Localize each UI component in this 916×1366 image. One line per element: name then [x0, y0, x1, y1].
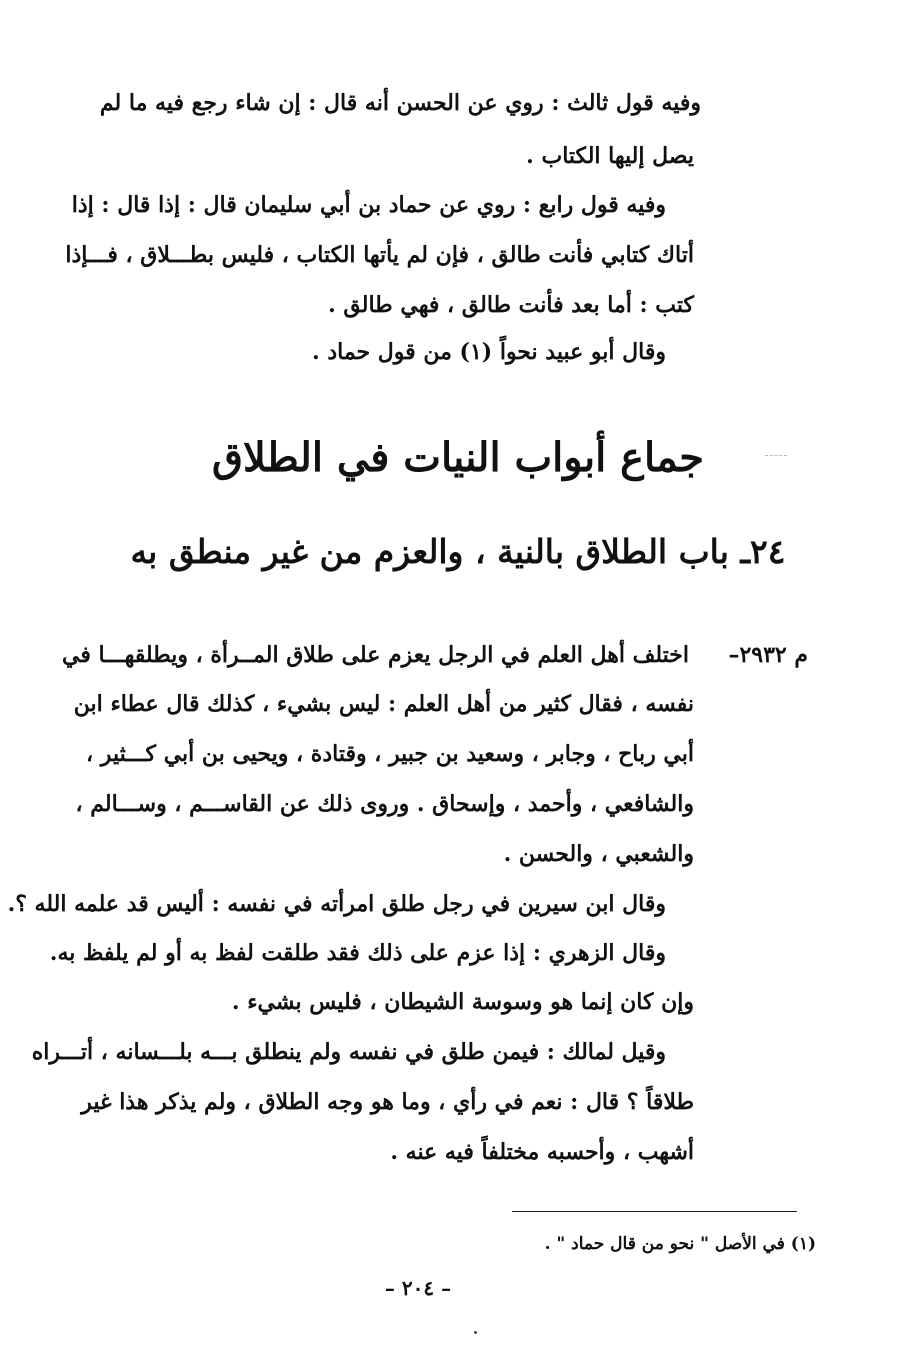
footnote-separator — [512, 1211, 797, 1212]
text-line: والشعبي ، والحسن . — [503, 841, 694, 867]
text-line: وفيه قول ثالث : روي عن الحسن أنه قال : إن شاء رجع فيه ما لم — [99, 90, 701, 116]
text-line: وقال ابن سيرين في رجل طلق امرأته في نفسه : أليس قد علمه الله ؟. — [7, 891, 666, 917]
text-line: أشهب ، وأحسبه مختلفاً فيه عنه . — [390, 1139, 694, 1165]
text-line: طلاقاً ؟ قال : نعم في رأي ، وما هو وجه الطلاق ، ولم يذكر هذا غير — [81, 1089, 694, 1115]
scan-mark — [765, 455, 787, 456]
section-heading: جماع أبواب النيات في الطلاق — [211, 434, 705, 481]
footnote: (١) في الأصل " نحو من قال حماد " . — [544, 1234, 816, 1254]
chapter-heading: ٢٤ـ باب الطلاق بالنية ، والعزم من غير منطق به — [130, 532, 786, 571]
text-line: وفيه قول رابع : روي عن حماد بن أبي سليمان قال : إذا قال : إذا — [71, 192, 666, 218]
scan-speck — [474, 1331, 477, 1334]
text-line: وقال أبو عبيد نحواً (١) من قول حماد . — [312, 339, 666, 365]
text-line: وإن كان إنما هو وسوسة الشيطان ، فليس بشيء . — [231, 989, 694, 1015]
text-line: وقيل لمالك : فيمن طلق في نفسه ولم ينطلق بـــه بلـــسانه ، أتـــراه — [31, 1039, 666, 1065]
text-line: كتب : أما بعد فأنت طالق ، فهي طالق . — [328, 292, 694, 318]
page-number: – ٢٠٤ – — [384, 1276, 452, 1300]
text-line: يصل إليها الكتاب . — [526, 143, 694, 169]
text-line: نفسه ، فقال كثير من أهل العلم : ليس بشيء ، كذلك قال عطاء ابن — [73, 691, 694, 717]
text-line: وقال الزهري : إذا عزم على ذلك فقد طلقت لفظ به أو لم يلفظ به. — [49, 940, 666, 966]
text-line: اختلف أهل العلم في الرجل يعزم على طلاق المــرأة ، ويطلقهـــا في — [62, 642, 689, 668]
text-line: أتاك كتابي فأنت طالق ، فإن لم يأتها الكتاب ، فليس بطـــلاق ، فـــإذا — [65, 242, 694, 268]
text-line: والشافعي ، وأحمد ، وإسحاق . وروى ذلك عن القاســـم ، وســـالم ، — [75, 791, 694, 817]
text-line: أبي رباح ، وجابر ، وسعيد بن جبير ، وقتادة ، ويحيى بن أبي كـــثير ، — [86, 741, 694, 767]
entry-number: م ٢٩٣٢– — [728, 642, 808, 668]
